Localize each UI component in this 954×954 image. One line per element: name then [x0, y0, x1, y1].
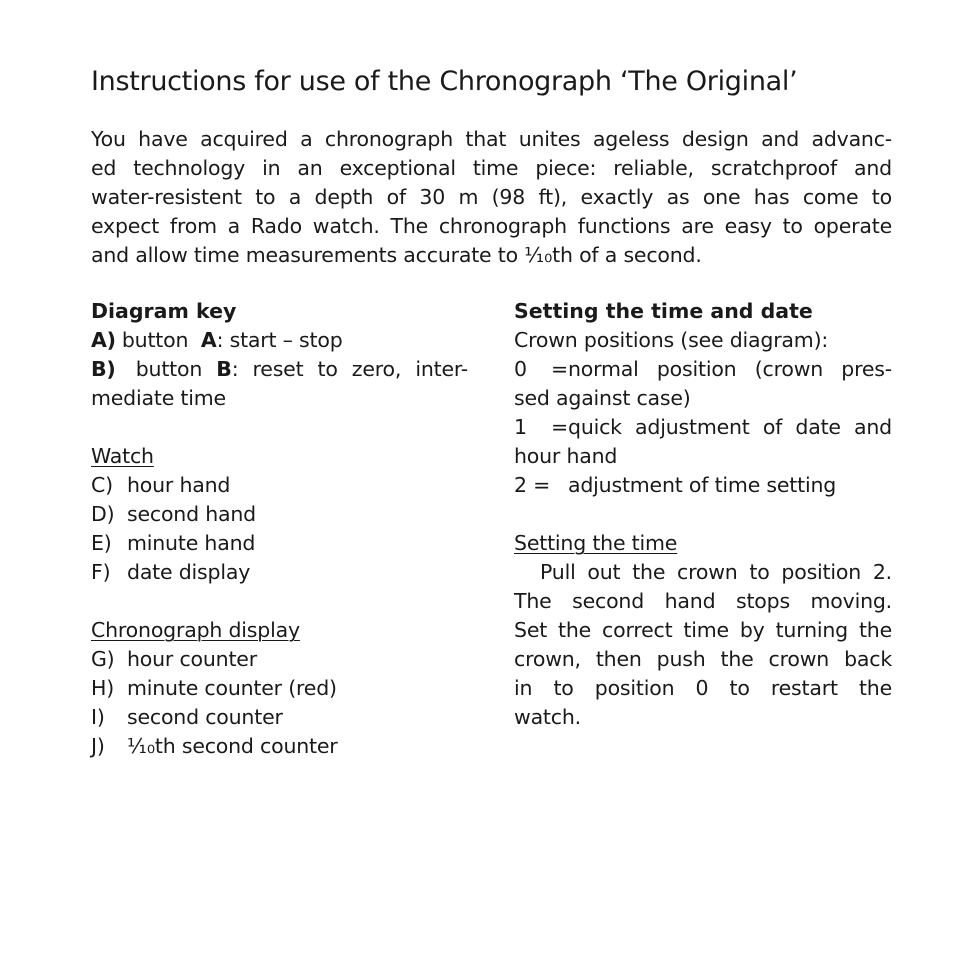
- item-text: ⅒th second counter: [127, 734, 338, 758]
- item-label: C): [91, 473, 113, 497]
- key-label: A): [91, 328, 116, 352]
- item-text: minute counter (red): [127, 676, 337, 700]
- watch-item: [91, 471, 468, 500]
- position-text: quick adjustment of date and: [568, 415, 892, 439]
- crown-intro: Crown positions (see diagram):: [514, 328, 829, 352]
- chrono-item: [91, 732, 468, 761]
- spacer: [91, 413, 468, 442]
- button-name: A: [200, 328, 217, 352]
- watch-item: [91, 500, 468, 529]
- item-label: F): [91, 560, 111, 584]
- position-text-continued: hour hand: [514, 444, 618, 468]
- setting-time-line: in to position 0 to restart the: [514, 676, 892, 700]
- item-text: minute hand: [127, 531, 256, 555]
- key-text-continued: mediate time: [91, 386, 226, 410]
- position-number: 2 =: [514, 473, 551, 497]
- item-label: E): [91, 531, 112, 555]
- intro-line: and allow time measurements accurate to ⅒th of a second.: [91, 243, 702, 267]
- item-text: hour counter: [127, 647, 257, 671]
- key-text: : start – stop: [216, 328, 343, 352]
- item-text: second hand: [127, 502, 256, 526]
- spacer: [91, 587, 468, 616]
- key-item-button-a: [91, 326, 468, 355]
- watch-item: [91, 558, 468, 587]
- setting-time-line: Pull out the crown to position 2.: [540, 560, 892, 584]
- intro-paragraph: [91, 125, 892, 270]
- setting-column: [514, 297, 892, 732]
- diagram-key-heading: Diagram key: [91, 299, 237, 323]
- intro-line: water-resistent to a depth of 30 m (98 ft), exactly as one has come to: [91, 185, 892, 209]
- intro-line: ed technology in an exceptional time piece: reliable, scratchproof and: [91, 156, 892, 180]
- setting-heading: Setting the time and date: [514, 299, 813, 323]
- setting-time-line: watch.: [514, 705, 581, 729]
- item-text: hour hand: [127, 473, 231, 497]
- key-text: : reset to zero, inter-: [231, 357, 468, 381]
- key-label: B): [91, 357, 116, 381]
- key-item-button-b: [91, 355, 468, 384]
- item-label: H): [91, 676, 115, 700]
- key-text: button: [135, 357, 203, 381]
- item-label: D): [91, 502, 115, 526]
- position-text-continued: sed against case): [514, 386, 691, 410]
- watch-heading: Watch: [91, 444, 154, 468]
- crown-position: [514, 471, 892, 500]
- item-text: date display: [127, 560, 251, 584]
- intro-line: expect from a Rado watch. The chronograph functions are easy to operate: [91, 214, 892, 238]
- setting-time-line: crown, then push the crown back: [514, 647, 892, 671]
- setting-time-line: The second hand stops moving.: [514, 589, 892, 613]
- item-label: I): [91, 705, 105, 729]
- item-text: second counter: [127, 705, 283, 729]
- position-number: 0 =: [514, 357, 568, 381]
- setting-time-heading: Setting the time: [514, 531, 678, 555]
- watch-item: [91, 529, 468, 558]
- key-text: button: [121, 328, 189, 352]
- spacer: [514, 500, 892, 529]
- item-label: J): [91, 734, 105, 758]
- chrono-item: [91, 703, 468, 732]
- crown-position: [514, 355, 892, 384]
- position-text: normal position (crown pres-: [568, 357, 892, 381]
- diagram-key-column: [91, 297, 468, 761]
- position-text: adjustment of time setting: [568, 473, 837, 497]
- chronograph-display-heading: Chronograph display: [91, 618, 300, 642]
- chrono-item: [91, 674, 468, 703]
- item-label: G): [91, 647, 115, 671]
- instruction-page: [91, 0, 892, 954]
- crown-position: [514, 413, 892, 442]
- intro-line: You have acquired a chronograph that unites ageless design and advanc-: [91, 127, 892, 151]
- setting-time-line: Set the correct time by turning the: [514, 618, 892, 642]
- page-title: Instructions for use of the Chronograph ‘The Original’: [91, 66, 798, 97]
- position-number: 1 =: [514, 415, 568, 439]
- button-name: B: [216, 357, 232, 381]
- chrono-item: [91, 645, 468, 674]
